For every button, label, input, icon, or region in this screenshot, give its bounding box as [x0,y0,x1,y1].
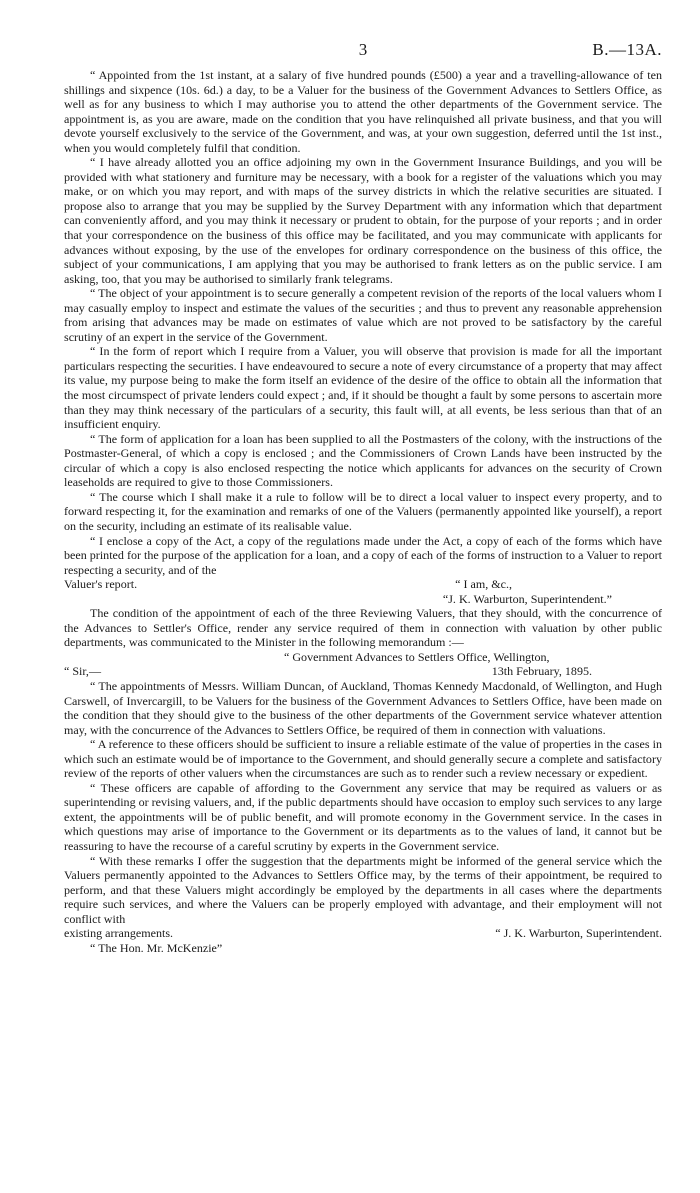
paragraph: “ These officers are capable of affording to the Government any service that may be required as valuers or as superintending or revising valuers, and, if the public departments should have occasion to employ such services to any large extent, the appointments will be of public benefit, and will promote economy in the Government service. In the cases in which questions may arise of importance to the Government or its departments as to the values of land, it cannot but be reassuring to have the recourse of a careful scrutiny by experts in the Government service. [64,780,662,853]
page-number: 3 [358,40,368,59]
paragraph: “ The form of application for a loan has been supplied to all the Postmasters of the colony, with the instructions of the Postmaster-General, of which a copy is enclosed ; and the Commissioners of Crown Lands have been instructed by the circular of which a copy is also enclosed respecting the notice which applicants for advances on the security of Crown leaseholds are required to give to those Commissioners. [64,431,662,490]
document-reference: B.—13A. [592,40,662,59]
paragraph: “ In the form of report which I require from a Valuer, you will observe that provision is made for all the important particulars respecting the securities. I have endeavoured to secure a note of every circumstance of a property that may affect its value, my purpose being to make the form itself an evidence of the desire of the office to obtain all the information that the most circumspect of private lenders could expect ; and, if it should be thought a fault by some persons to ascertain more than they may think necessary of the particulars of a security, this fault will, at all events, be less serious than that of an insufficient enquiry. [64,344,662,432]
signoff-row [64,926,662,941]
paragraph: “ The appointments of Messrs. William Duncan, of Auckland, Thomas Kennedy Macdonald, of Wellington, and Hugh Carswell, of Invercargill, to be Valuers for the business of the Government Advances to Settlers Office, have been made on the condition that they should give to the business of the other departments of the Government service whatever attention may, with the concurrence of the Advances to Settlers Office, be required of them in connection with valuations. [64,678,662,737]
paragraph: “ With these remarks I offer the suggestion that the departments might be informed of the general service which the Valuers permanently appointed to the Advances to Settlers Office may, by the terms of their appointment, be required to perform, and that these Valuers might accordingly be employed by the departments in all cases where the departments require such services, and where the Valuers can be properly employed with advantage, and their employment will not conflict with [64,853,662,926]
signoff-closing: “ I am, &c., [455,577,512,592]
signature-warburton: “ J. K. Warburton, Superintendent. [495,926,662,941]
paragraph: The condition of the appointment of each of the three Reviewing Valuers, that they should, with the concurrence of the Advances to Settler's Office, render any service required of them in connection with valuation by other public departments, was communicated to the Minister in the following memorandum :— [64,606,662,650]
signature-warburton: “J. K. Warburton, Superintendent.” [442,591,612,606]
addressee: “ The Hon. Mr. McKenzie” [90,940,223,955]
document-body [64,68,662,955]
memo-address: “ Government Advances to Settlers Office, Wellington, [284,649,550,664]
paragraph: “ The course which I shall make it a rule to follow will be to direct a local valuer to inspect every property, and to forward respecting it, for the examination and remarks of one of the Valuers (permanently appointed like yourself), a report on the security, including an estimate of its realisable value. [64,489,662,533]
memo-date: 13th February, 1895. [491,664,592,679]
paragraph: “ The object of your appointment is to secure generally a competent revision of the reports of the local valuers whom I may casually employ to inspect and estimate the values of the securities ; and thus to prevent any reasonable apprehension from arising that advances may be made on estimates of value which are not proved to be satisfactory by the careful scrutiny of an expert in the service of the Government. [64,286,662,344]
paragraph-end: Valuer's report. [64,577,138,592]
paragraph: “ Appointed from the 1st instant, at a salary of five hundred pounds (£500) a year and a travelling-allowance of ten shillings and sixpence (10s. 6d.) a day, to be a Valuer for the business of the Government Advances to Settlers Office, as well as for any business to which I may authorise you to attend the other departments of the Government service. The appointment is, as you are aware, made on the condition that you have relinquished all private business, and that you will devote yourself exclusively to the service of the Government, and was, at your own suggestion, deferred until the 1st inst., when you would completely fulfil that condition. [64,68,662,155]
signoff-row [64,577,662,592]
page-header [64,40,662,62]
paragraph: “ I enclose a copy of the Act, a copy of the regulations made under the Act, a copy of each of the forms which have been printed for the purpose of the application for a loan, and a copy of each of the forms of instruction to a Valuer to report respecting a security, and of the [64,533,662,577]
paragraph: “ A reference to these officers should be sufficient to insure a reliable estimate of the value of properties in the cases in which such an estimate would be of importance to the Government, and should generally secure a complete and satisfactory review of the reports of other valuers when the circumstances are such as to render such a review necessary or expedient. [64,737,662,781]
paragraph: “ I have already allotted you an office adjoining my own in the Government Insurance Buildings, and you will be provided with what stationery and furniture may be necessary, with a book for a register of the valuations which you may make, or on which you may report, and with maps of the survey districts in which the relative securities are situated. I propose also to arrange that you may be supplied by the Survey Department with any information which that department can conveniently afford, and you may think it necessary or prudent to obtain, for the purpose of your reports ; and in order that your correspondence on the business of this office may be facilitated, and you may communicate with applicants for advances without exposing, by the use of the envelopes for ordinary correspondence on the business of this office, the subject of your communications, I am applying that you may be authorised to frank letters as on the public service. I am asking, too, that you may be authorised to similarly frank telegrams. [64,155,662,286]
memo-salutation: “ Sir,— [64,664,101,679]
memo-salutation-row [64,664,662,679]
paragraph-end: existing arrangements. [64,926,174,941]
